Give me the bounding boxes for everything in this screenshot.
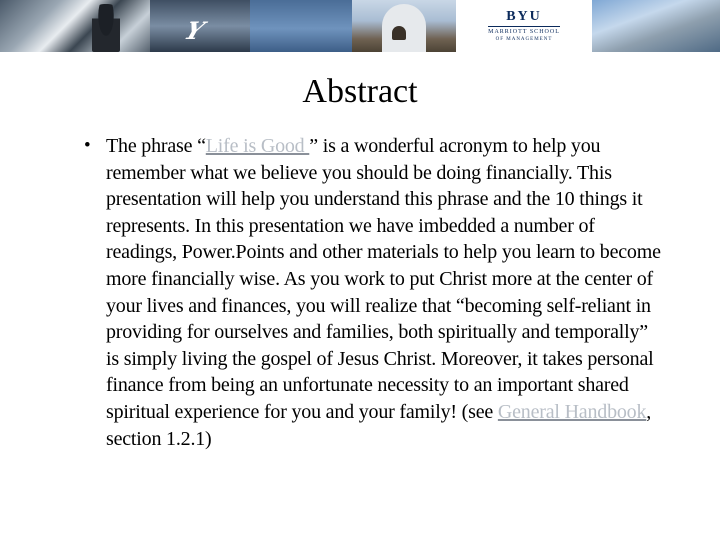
header-banner [0, 0, 720, 52]
byu-marriott-logo [456, 0, 592, 52]
general-handbook-link[interactable]: General Handbook [497, 400, 647, 423]
byu-logo-subtitle: MARRIOTT SCHOOL [488, 26, 560, 36]
slide-title: Abstract [302, 73, 418, 110]
banner-photo-bell-tower [352, 0, 456, 52]
paragraph-text-2: ” is a wonderful acronym to help you remember what we believe you should be doing financially. This presentation will help you understand this phrase and the 10 things it represents. In this presentation we have imbedded a number of readings, Power.Points and other materials to help you learn to become more financially wise. As you work to put Christ more at the center of your lives and finances, you will realize that “becoming self-reliant in providing for ourselves and families, both spiritually and temporally” is simply living the gospel of Jesus Christ. Moreover, it takes personal finance from being an unfortunate necessity to an important shared spiritual experience for you and your family! (see [106, 135, 661, 423]
byu-logo-title: BYU [506, 8, 542, 24]
paragraph-text-3: , section 1.2.1) [106, 400, 652, 450]
slide-body [84, 133, 664, 452]
bullet-marker: • [84, 135, 91, 156]
statue-silhouette [92, 4, 120, 52]
life-is-good-link[interactable]: Life is Good [205, 135, 310, 157]
banner-photo-building [592, 0, 720, 52]
abstract-paragraph [106, 133, 664, 452]
bell-icon [392, 26, 406, 40]
banner-photo-y-mountain [150, 0, 250, 52]
banner-photo-statue [0, 0, 150, 52]
paragraph-text-1: The phrase “ [106, 135, 206, 157]
banner-photo-sky [250, 0, 352, 52]
byu-logo-subtitle-2: OF MANAGEMENT [495, 36, 553, 42]
y-mountain-mark: Y [180, 16, 207, 45]
